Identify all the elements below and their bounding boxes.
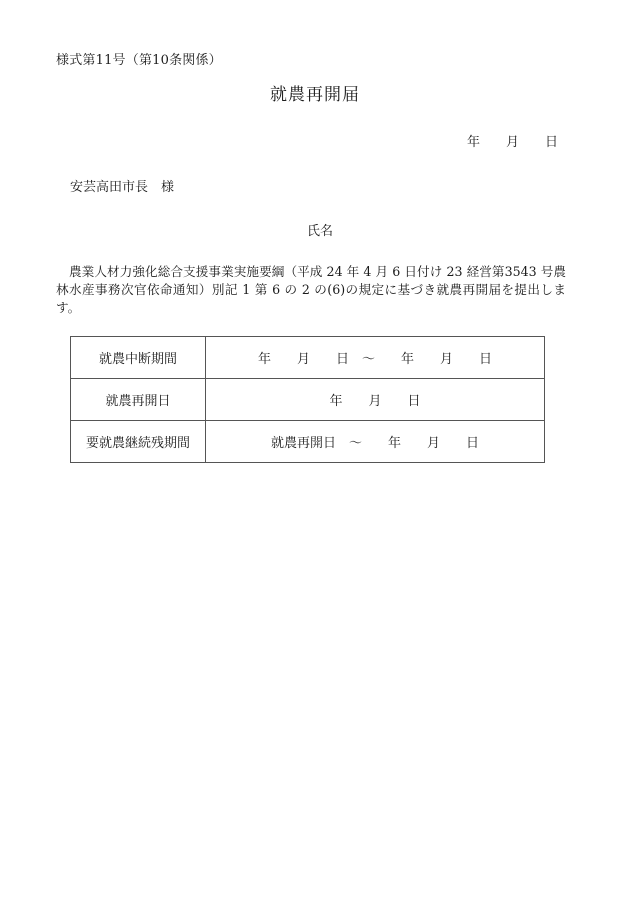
row-label: 就農再開日 [71, 379, 206, 421]
table-row-suspension-period [71, 337, 545, 379]
row-value: 年 月 日 [206, 379, 545, 421]
submission-date: 年 月 日 [466, 135, 558, 150]
row-label: 要就農継続残期間 [71, 421, 206, 463]
info-table [70, 336, 545, 463]
document-title: 就農再開届 [270, 85, 360, 105]
row-value: 年 月 日 ～ 年 月 日 [206, 337, 545, 379]
table-row-resume-date [71, 379, 545, 421]
body-paragraph: 農業人材力強化総合支援事業実施要綱（平成 24 年 4 月 6 日付け 23 経営第3543 号農林水産事務次官依命通知）別記 1 第 6 の 2 の(6)の規定に基づき就農再開届を提出します。 [56, 264, 566, 315]
applicant-name-label: 氏名 [307, 224, 334, 239]
row-label: 就農中断期間 [71, 337, 206, 379]
table-row-remaining-period [71, 421, 545, 463]
form-number: 様式第11号（第10条関係） [56, 53, 222, 68]
addressee: 安芸高田市長 様 [70, 180, 175, 195]
row-value: 就農再開日 ～ 年 月 日 [206, 421, 545, 463]
